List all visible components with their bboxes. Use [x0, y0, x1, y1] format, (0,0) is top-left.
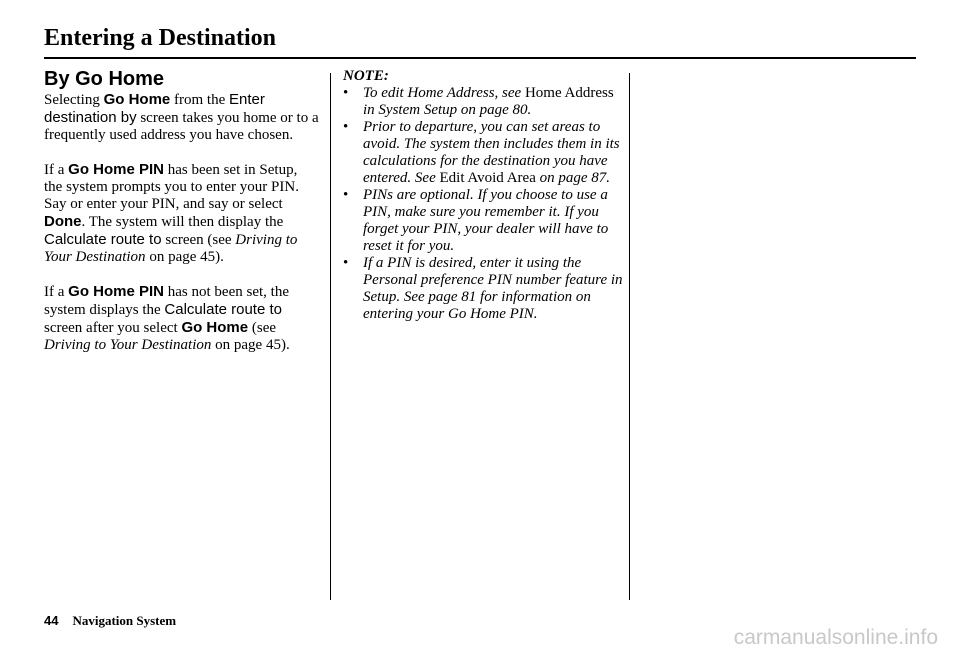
column-divider — [629, 73, 630, 600]
text: on page 45). — [211, 337, 290, 353]
text: Selecting — [44, 92, 104, 108]
text: has been set in Setup, the system prompts you to enter your PIN. Say or enter your PIN, and say or select — [44, 162, 299, 212]
note-item — [343, 187, 623, 255]
paragraph-1 — [44, 91, 319, 144]
title-rule — [44, 57, 916, 59]
text: has not been set, the system displays the — [44, 284, 289, 318]
text: screen after you select — [44, 320, 182, 336]
text: screen takes you home or to a frequently used address you have chosen. — [44, 110, 319, 143]
text: on page 45). — [145, 249, 224, 265]
bullet-icon: • — [343, 85, 349, 101]
page-number: 44 — [44, 613, 59, 628]
cross-reference: Driving to Your Destination — [44, 232, 298, 265]
ui-term-go-home-pin: Go Home PIN — [68, 283, 165, 300]
text: screen (see — [161, 232, 236, 248]
text: in System Setup on page 80. — [363, 102, 532, 118]
cross-reference: Edit Avoid Area — [439, 170, 536, 186]
text: If a — [44, 162, 69, 178]
section-title: By Go Home — [44, 68, 165, 90]
ui-term-go-home: Go Home — [181, 319, 249, 336]
paragraph-3 — [44, 283, 319, 354]
ui-term-go-home-pin: Go Home PIN — [68, 161, 165, 178]
page-footer — [44, 613, 176, 629]
note-column — [343, 68, 623, 323]
note-heading: NOTE: — [343, 68, 389, 84]
paragraph-2 — [44, 161, 319, 266]
watermark: carmanualsonline.info — [733, 626, 938, 649]
note-item — [343, 119, 623, 187]
bullet-icon: • — [343, 255, 349, 271]
column-divider — [330, 73, 331, 600]
footer-label: Navigation System — [72, 613, 177, 628]
bullet-icon: • — [343, 187, 349, 203]
text: on page 87. — [535, 170, 611, 186]
text: To edit Home Address, see — [363, 85, 525, 101]
note-item — [343, 85, 623, 119]
page-title: Entering a Destination — [44, 25, 277, 51]
bullet-icon: • — [343, 119, 349, 135]
cross-reference: Driving to Your Destination — [44, 337, 212, 353]
ui-term-calculate-route: Calculate route to — [164, 301, 282, 318]
note-list — [343, 85, 623, 323]
ui-term-done: Done — [44, 213, 82, 230]
ui-term-go-home: Go Home — [103, 91, 171, 108]
cross-reference: Home Address — [524, 85, 614, 101]
text: from the — [170, 92, 229, 108]
ui-term-calculate-route: Calculate route to — [44, 231, 162, 248]
text: PINs are optional. If you choose to use a PIN, make sure you remember it. If you forget your PIN, your dealer will have to reset it for you. — [363, 187, 609, 254]
text: (see — [248, 320, 277, 336]
text: If a PIN is desired, enter it using the Personal preference PIN number feature in Setup. See page 81 for information on entering your Go Home PIN. — [363, 255, 623, 322]
text: Prior to departure, you can set areas to avoid. The system then includes them in its calculations for the destination you have entered. See — [363, 119, 620, 186]
text: . The system will then display the — [81, 214, 284, 230]
main-column — [44, 67, 319, 371]
ui-term-enter-destination-by: Enter destination by — [44, 91, 265, 126]
text: If a — [44, 284, 69, 300]
note-item — [343, 255, 623, 323]
